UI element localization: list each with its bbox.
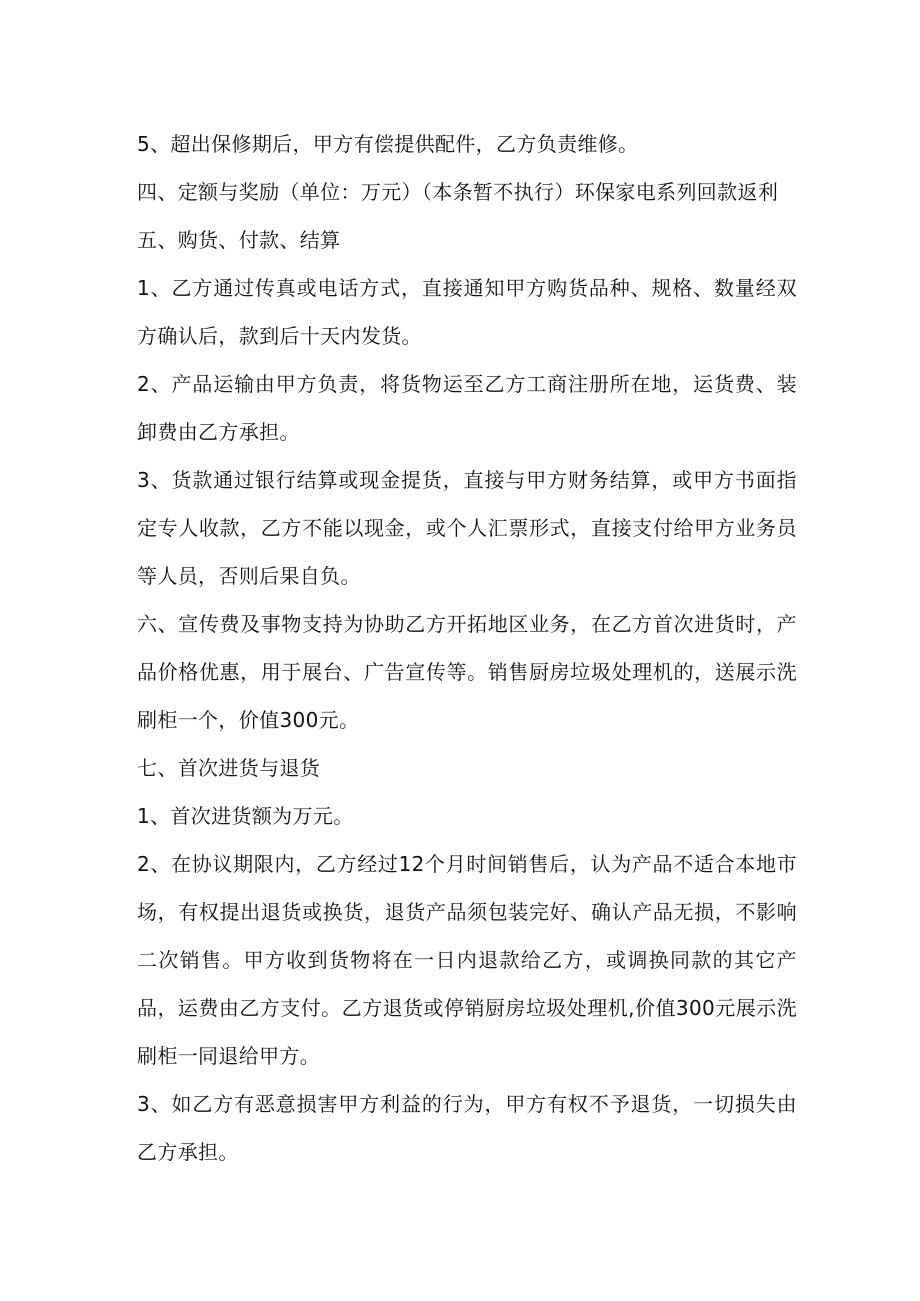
- clause-5-warranty-repair: 5、超出保修期后，甲方有偿提供配件，乙方负责维修。: [137, 132, 639, 156]
- section-7-first-purchase-returns: 七、首次进货与退货: [137, 756, 321, 780]
- document-body: [137, 120, 797, 1176]
- clause-3-malicious-conduct: 3、如乙方有恶意损害甲方利益的行为，甲方有权不予退货，一切损失由乙方承担。: [137, 1092, 797, 1164]
- clause-1-first-purchase-amount: 1、首次进货额为万元。: [137, 804, 354, 828]
- clause-2-return-exchange: 2、在协议期限内，乙方经过12个月时间销售后，认为产品不适合本地市场，有权提出退货或换货，退货产品须包装完好、确认产品无损，不影响二次销售。甲方收到货物将在一日内退款给乙方，或调换同款的其它产品，运费由乙方支付。乙方退货或停销厨房垃圾处理机,价值300元展示洗刷柜一同退给甲方。: [137, 852, 797, 1068]
- section-5-purchase-payment: 五、购货、付款、结算: [137, 228, 341, 252]
- section-4-quota-rewards: 四、定额与奖励（单位：万元）（本条暂不执行）环保家电系列回款返利: [137, 180, 779, 204]
- section-6-promotion-support: 六、宣传费及事物支持为协助乙方开拓地区业务，在乙方首次进货时，产品价格优惠，用于展台、广告宣传等。销售厨房垃圾处理机的，送展示洗刷柜一个，价值300元。: [137, 612, 797, 732]
- clause-2-transport: 2、产品运输由甲方负责，将货物运至乙方工商注册所在地，运货费、装卸费由乙方承担。: [137, 372, 797, 444]
- clause-3-settlement: 3、货款通过银行结算或现金提货，直接与甲方财务结算，或甲方书面指定专人收款，乙方不能以现金，或个人汇票形式，直接支付给甲方业务员等人员，否则后果自负。: [137, 468, 797, 588]
- clause-1-order-notice: 1、乙方通过传真或电话方式，直接通知甲方购货品种、规格、数量经双方确认后，款到后十天内发货。: [137, 276, 797, 348]
